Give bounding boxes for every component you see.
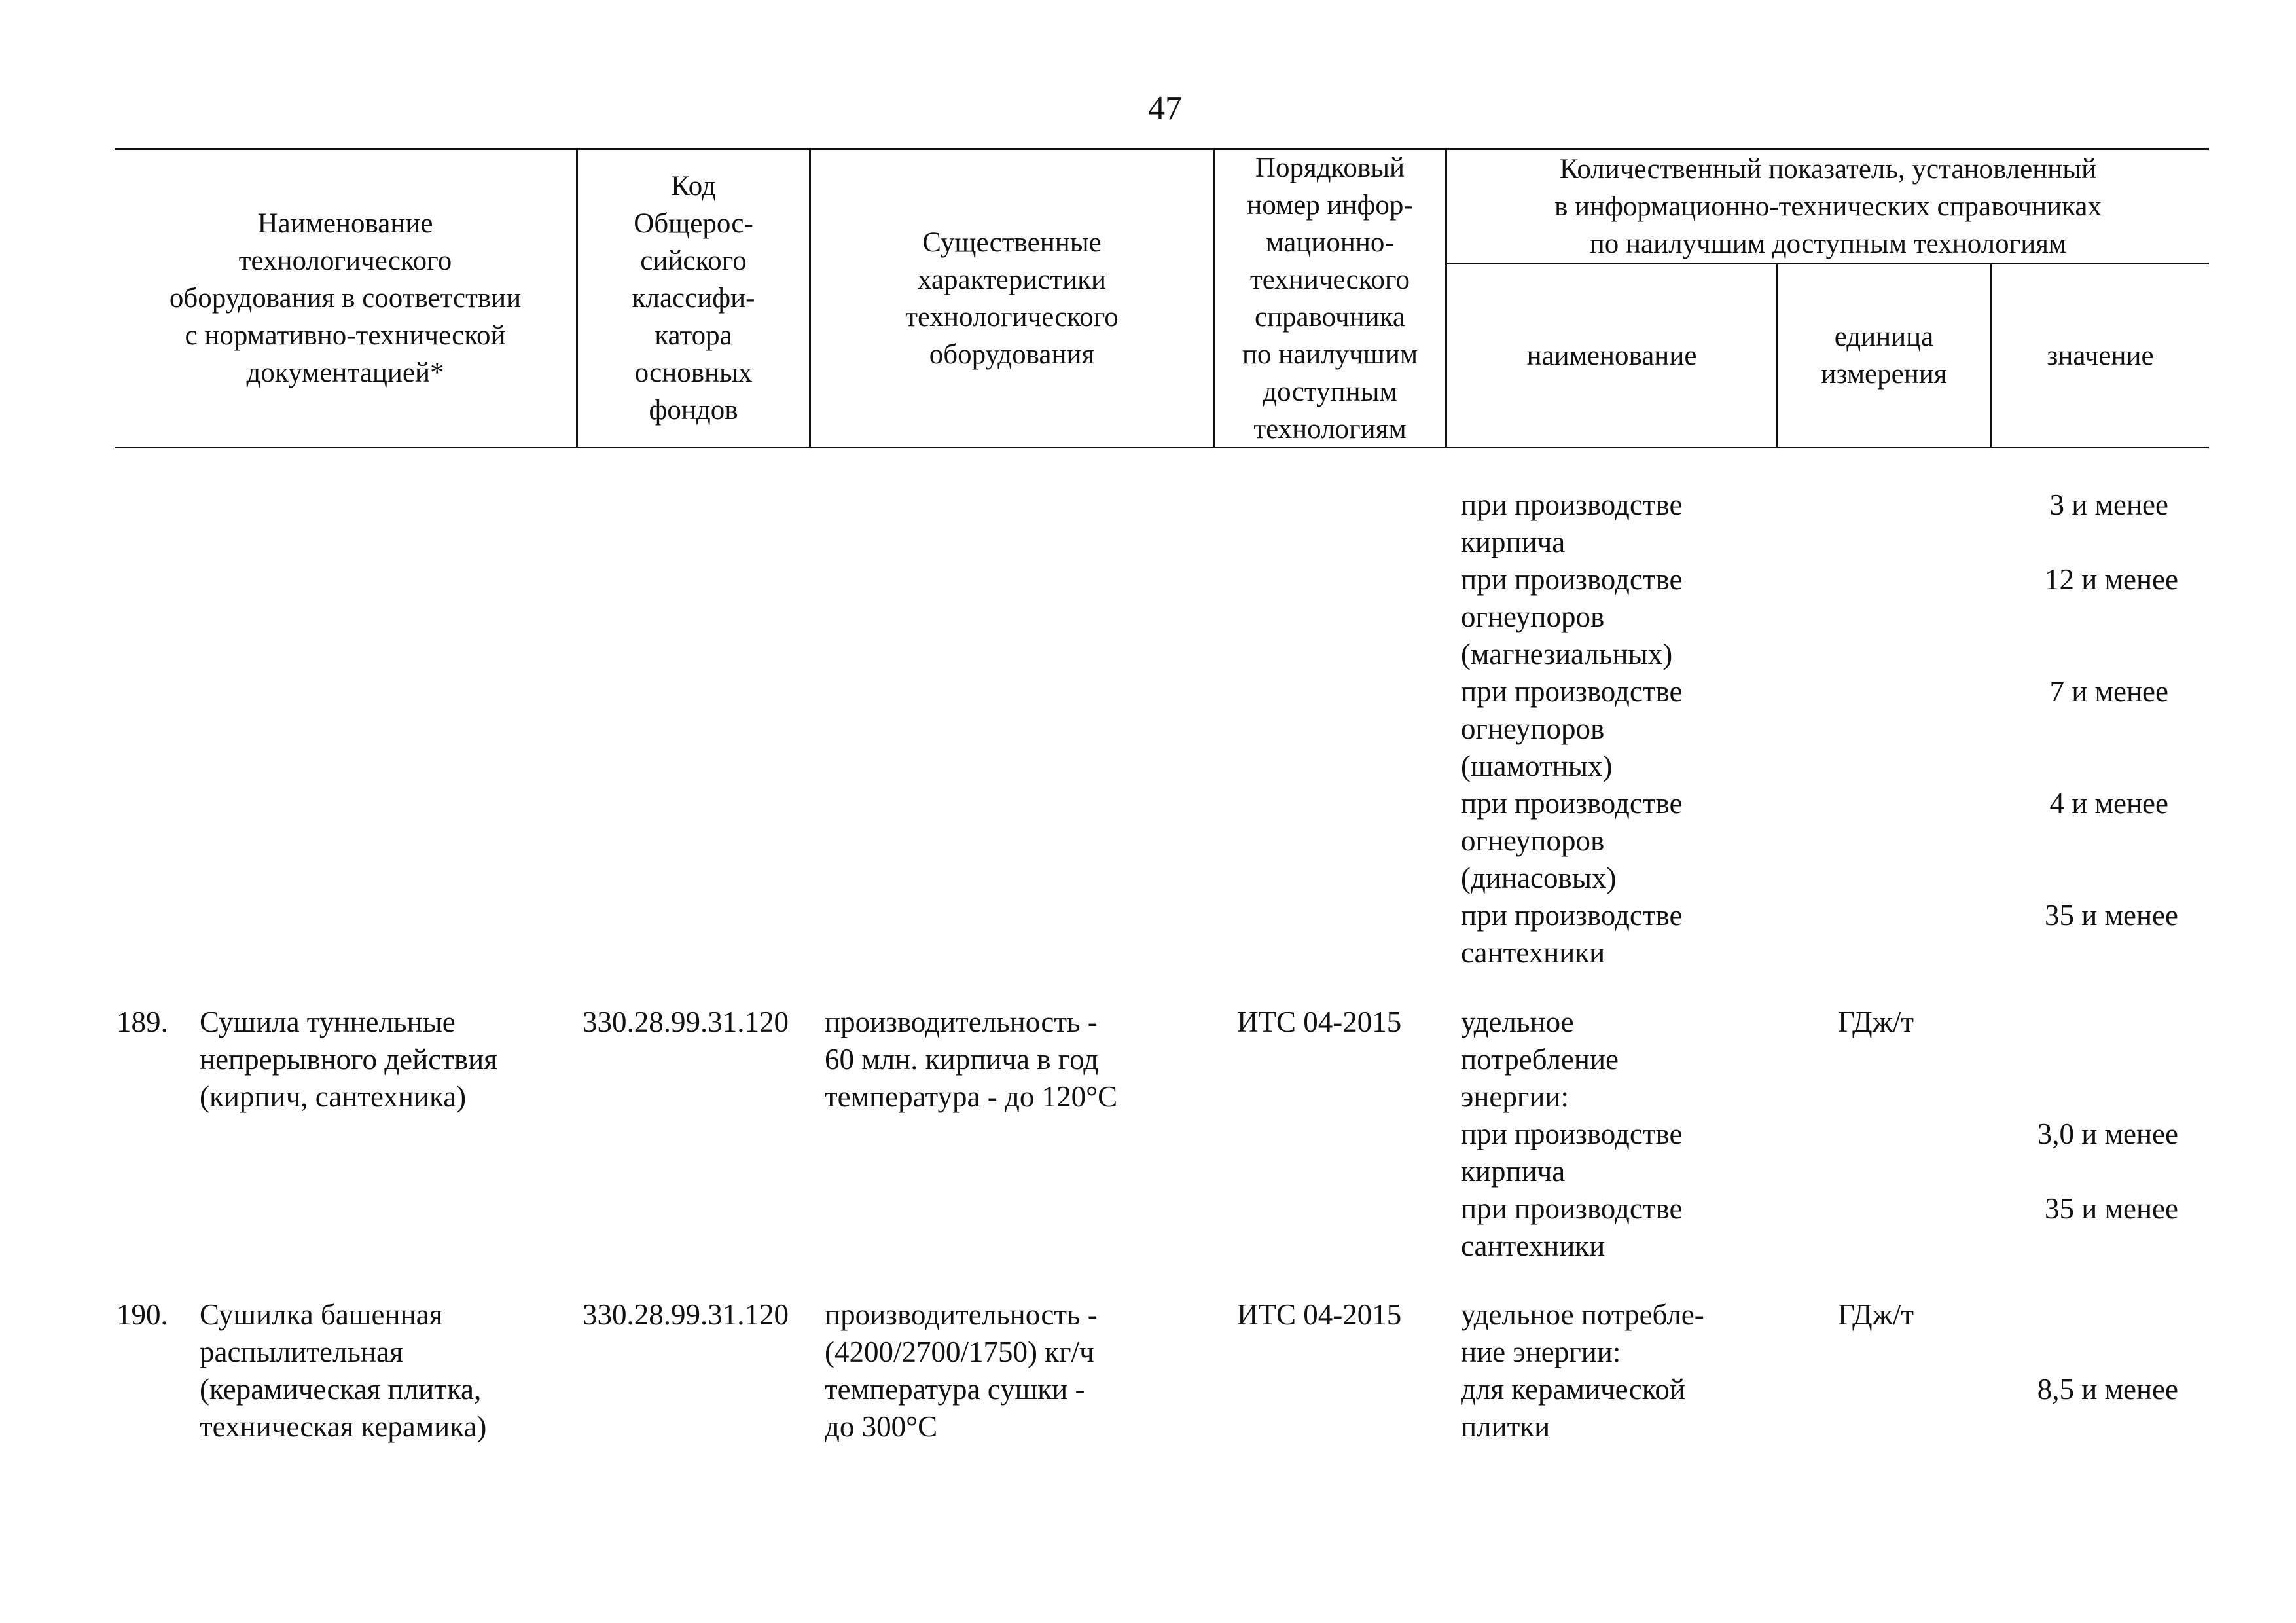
continuation-indicator-1: при производстве кирпича [1461,488,1683,558]
continuation-indicator-5: при производстве сантехники [1461,899,1683,969]
header-quantitative-group: Количественный показатель, установленный в информационно-технических справочниках по наилучшим доступным технологиям [1554,153,2102,259]
row-190-indicator: удельное потребле- ние энергии: [1461,1298,1704,1368]
row-190-its-number: ИТС 04-2015 [1237,1298,1402,1331]
page-number: 47 [1148,90,1182,127]
continuation-indicator-4: при производстве огнеупоров (динасовых) [1461,787,1683,894]
continuation-indicator-2: при производстве огнеупоров (магнезиальных) [1461,563,1683,670]
row-190-characteristics: производительность - (4200/2700/1750) кг/ч температура сушки - до 300°C [825,1298,1098,1443]
row-189-subindicator-1: при производстве кирпича [1461,1118,1683,1188]
row-189-unit: ГДж/т [1838,1006,1914,1038]
continuation-value-4: 4 и менее [2049,787,2168,820]
continuation-value-2: 12 и менее [2044,563,2178,596]
header-indicator-name: наименование [1526,340,1697,371]
continuation-value-5: 35 и менее [2044,899,2178,932]
header-okof-code: Код Общерос- сийского классифи- катора основных фондов [632,171,755,426]
row-190-equipment-name: Сушилка башенная распылительная (керамическая плитка, техническая керамика) [200,1298,487,1443]
row-190-okof-code: 330.28.99.31.120 [583,1298,789,1331]
row-189-value-2: 35 и менее [2044,1192,2178,1225]
row-189-equipment-name: Сушила туннельные непрерывного действия (кирпич, сантехника) [200,1006,497,1113]
row-189-okof-code: 330.28.99.31.120 [583,1006,789,1038]
continuation-value-3: 7 и менее [2049,675,2168,708]
row-189-its-number: ИТС 04-2015 [1237,1006,1402,1038]
row-189-number: 189. [117,1006,168,1038]
header-its-number: Порядковый номер инфор- мационно- технического справочника по наилучшим доступным технологиям [1242,152,1418,445]
row-189-characteristics: производительность - 60 млн. кирпича в год температура - до 120°C [825,1006,1118,1113]
header-unit: единица измерения [1821,321,1947,390]
header-value: значение [2047,340,2154,371]
continuation-value-1: 3 и менее [2049,488,2168,521]
row-190-number: 190. [117,1298,168,1331]
row-189-subindicator-2: при производстве сантехники [1461,1192,1683,1262]
continuation-indicator-3: при производстве огнеупоров (шамотных) [1461,675,1683,782]
row-189-value-1: 3,0 и менее [2037,1118,2178,1150]
row-189-indicator: удельное потребление энергии: [1461,1006,1619,1113]
header-bottom-rule [115,447,2209,448]
header-equipment-name: Наименование технологического оборудования в соответствии с нормативно-технической документацией* [169,208,522,388]
row-190-subindicator-1: для керамической плитки [1461,1373,1685,1443]
row-190-unit: ГДж/т [1838,1298,1914,1331]
header-characteristics: Существенные характеристики технологического оборудования [905,227,1119,370]
row-190-value-1: 8,5 и менее [2037,1373,2178,1406]
